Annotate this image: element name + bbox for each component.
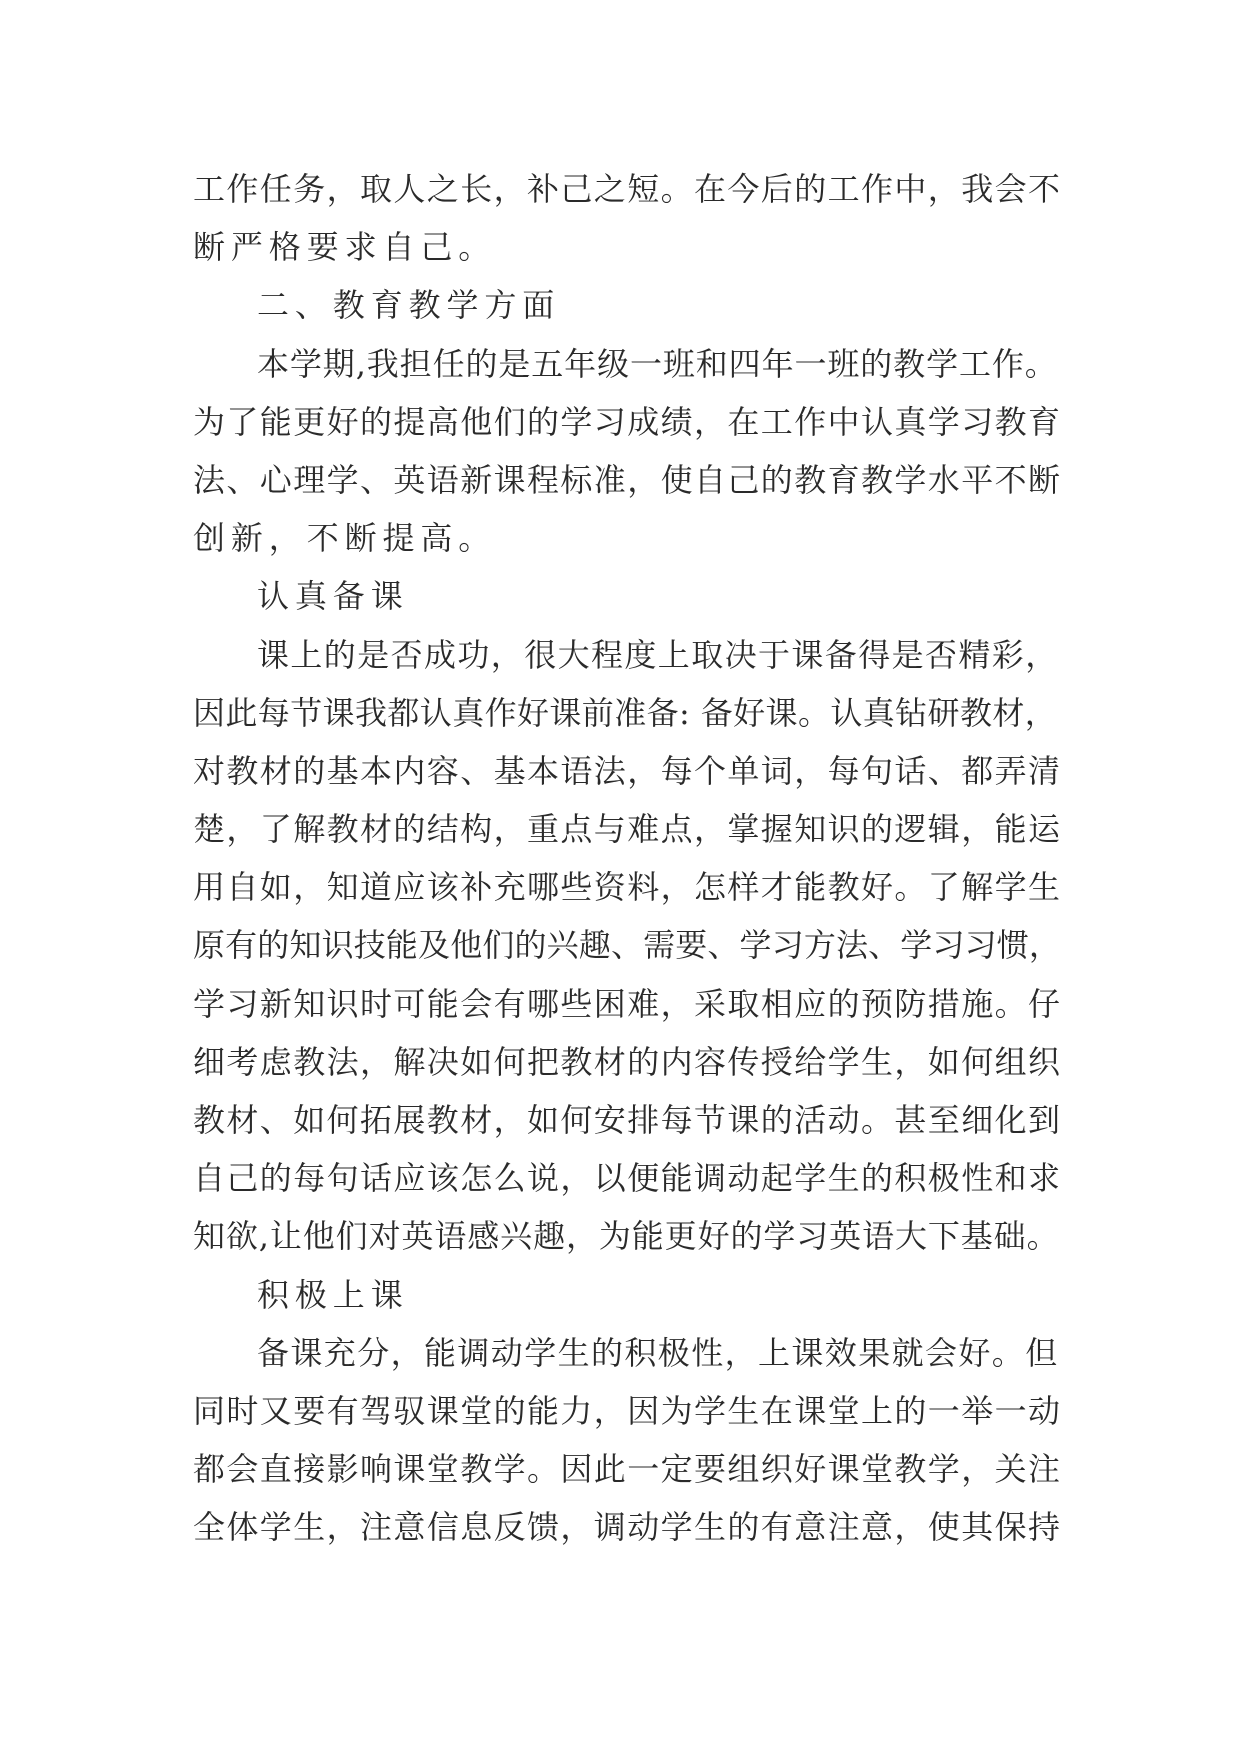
document-body <box>193 160 1063 1557</box>
text-line: 断严格要求自己。 <box>193 228 497 267</box>
text-line: 知欲,让他们对英语感兴趣，为能更好的学习英语大下基础。 <box>193 1217 1060 1256</box>
text-line: 法、心理学、英语新课程标准，使自己的教育教学水平不断 <box>193 460 1062 499</box>
text-line: 都会直接影响课堂教学。因此一定要组织好课堂教学，关注 <box>193 1450 1062 1489</box>
text-line: 本学期,我担任的是五年级一班和四年一班的教学工作。 <box>257 344 1058 383</box>
text-line: 课上的是否成功，很大程度上取决于课备得是否精彩， <box>257 635 1059 674</box>
text-line: 学习新知识时可能会有哪些困难，采取相应的预防措施。仔 <box>193 984 1062 1023</box>
text-line: 因此每节课我都认真作好课前准备: 备好课。认真钻研教材， <box>193 693 1058 732</box>
text-line: 积极上课 <box>257 1275 409 1314</box>
text-line: 工作任务，取人之长，补己之短。在今后的工作中，我会不 <box>193 170 1062 208</box>
text-line: 教材、如何拓展教材，如何安排每节课的活动。甚至细化到 <box>193 1101 1062 1139</box>
text-line: 为了能更好的提高他们的学习成绩，在工作中认真学习教育 <box>193 402 1062 441</box>
text-line: 同时又要有驾驭课堂的能力，因为学生在课堂上的一举一动 <box>193 1391 1062 1430</box>
text-line: 全体学生，注意信息反馈，调动学生的有意注意，使其保持 <box>193 1508 1062 1547</box>
text-line: 楚，了解教材的结构，重点与难点，掌握知识的逻辑，能运 <box>193 810 1062 849</box>
text-line: 细考虑教法，解决如何把教材的内容传授给学生，如何组织 <box>193 1042 1062 1081</box>
text-line: 对教材的基本内容、基本语法，每个单词，每句话、都弄清 <box>193 751 1062 790</box>
text-line: 二、教育教学方面 <box>257 286 561 325</box>
text-line: 用自如，知道应该补充哪些资料，怎样才能教好。了解学生 <box>193 868 1062 907</box>
text-line: 备课充分，能调动学生的积极性，上课效果就会好。但 <box>257 1333 1059 1372</box>
text-line: 原有的知识技能及他们的兴趣、需要、学习方法、学习习惯， <box>193 926 1062 965</box>
text-line: 认真备课 <box>257 577 409 616</box>
text-line: 创新，不断提高。 <box>193 519 497 558</box>
text-line: 自己的每句话应该怎么说，以便能调动起学生的积极性和求 <box>193 1159 1062 1198</box>
